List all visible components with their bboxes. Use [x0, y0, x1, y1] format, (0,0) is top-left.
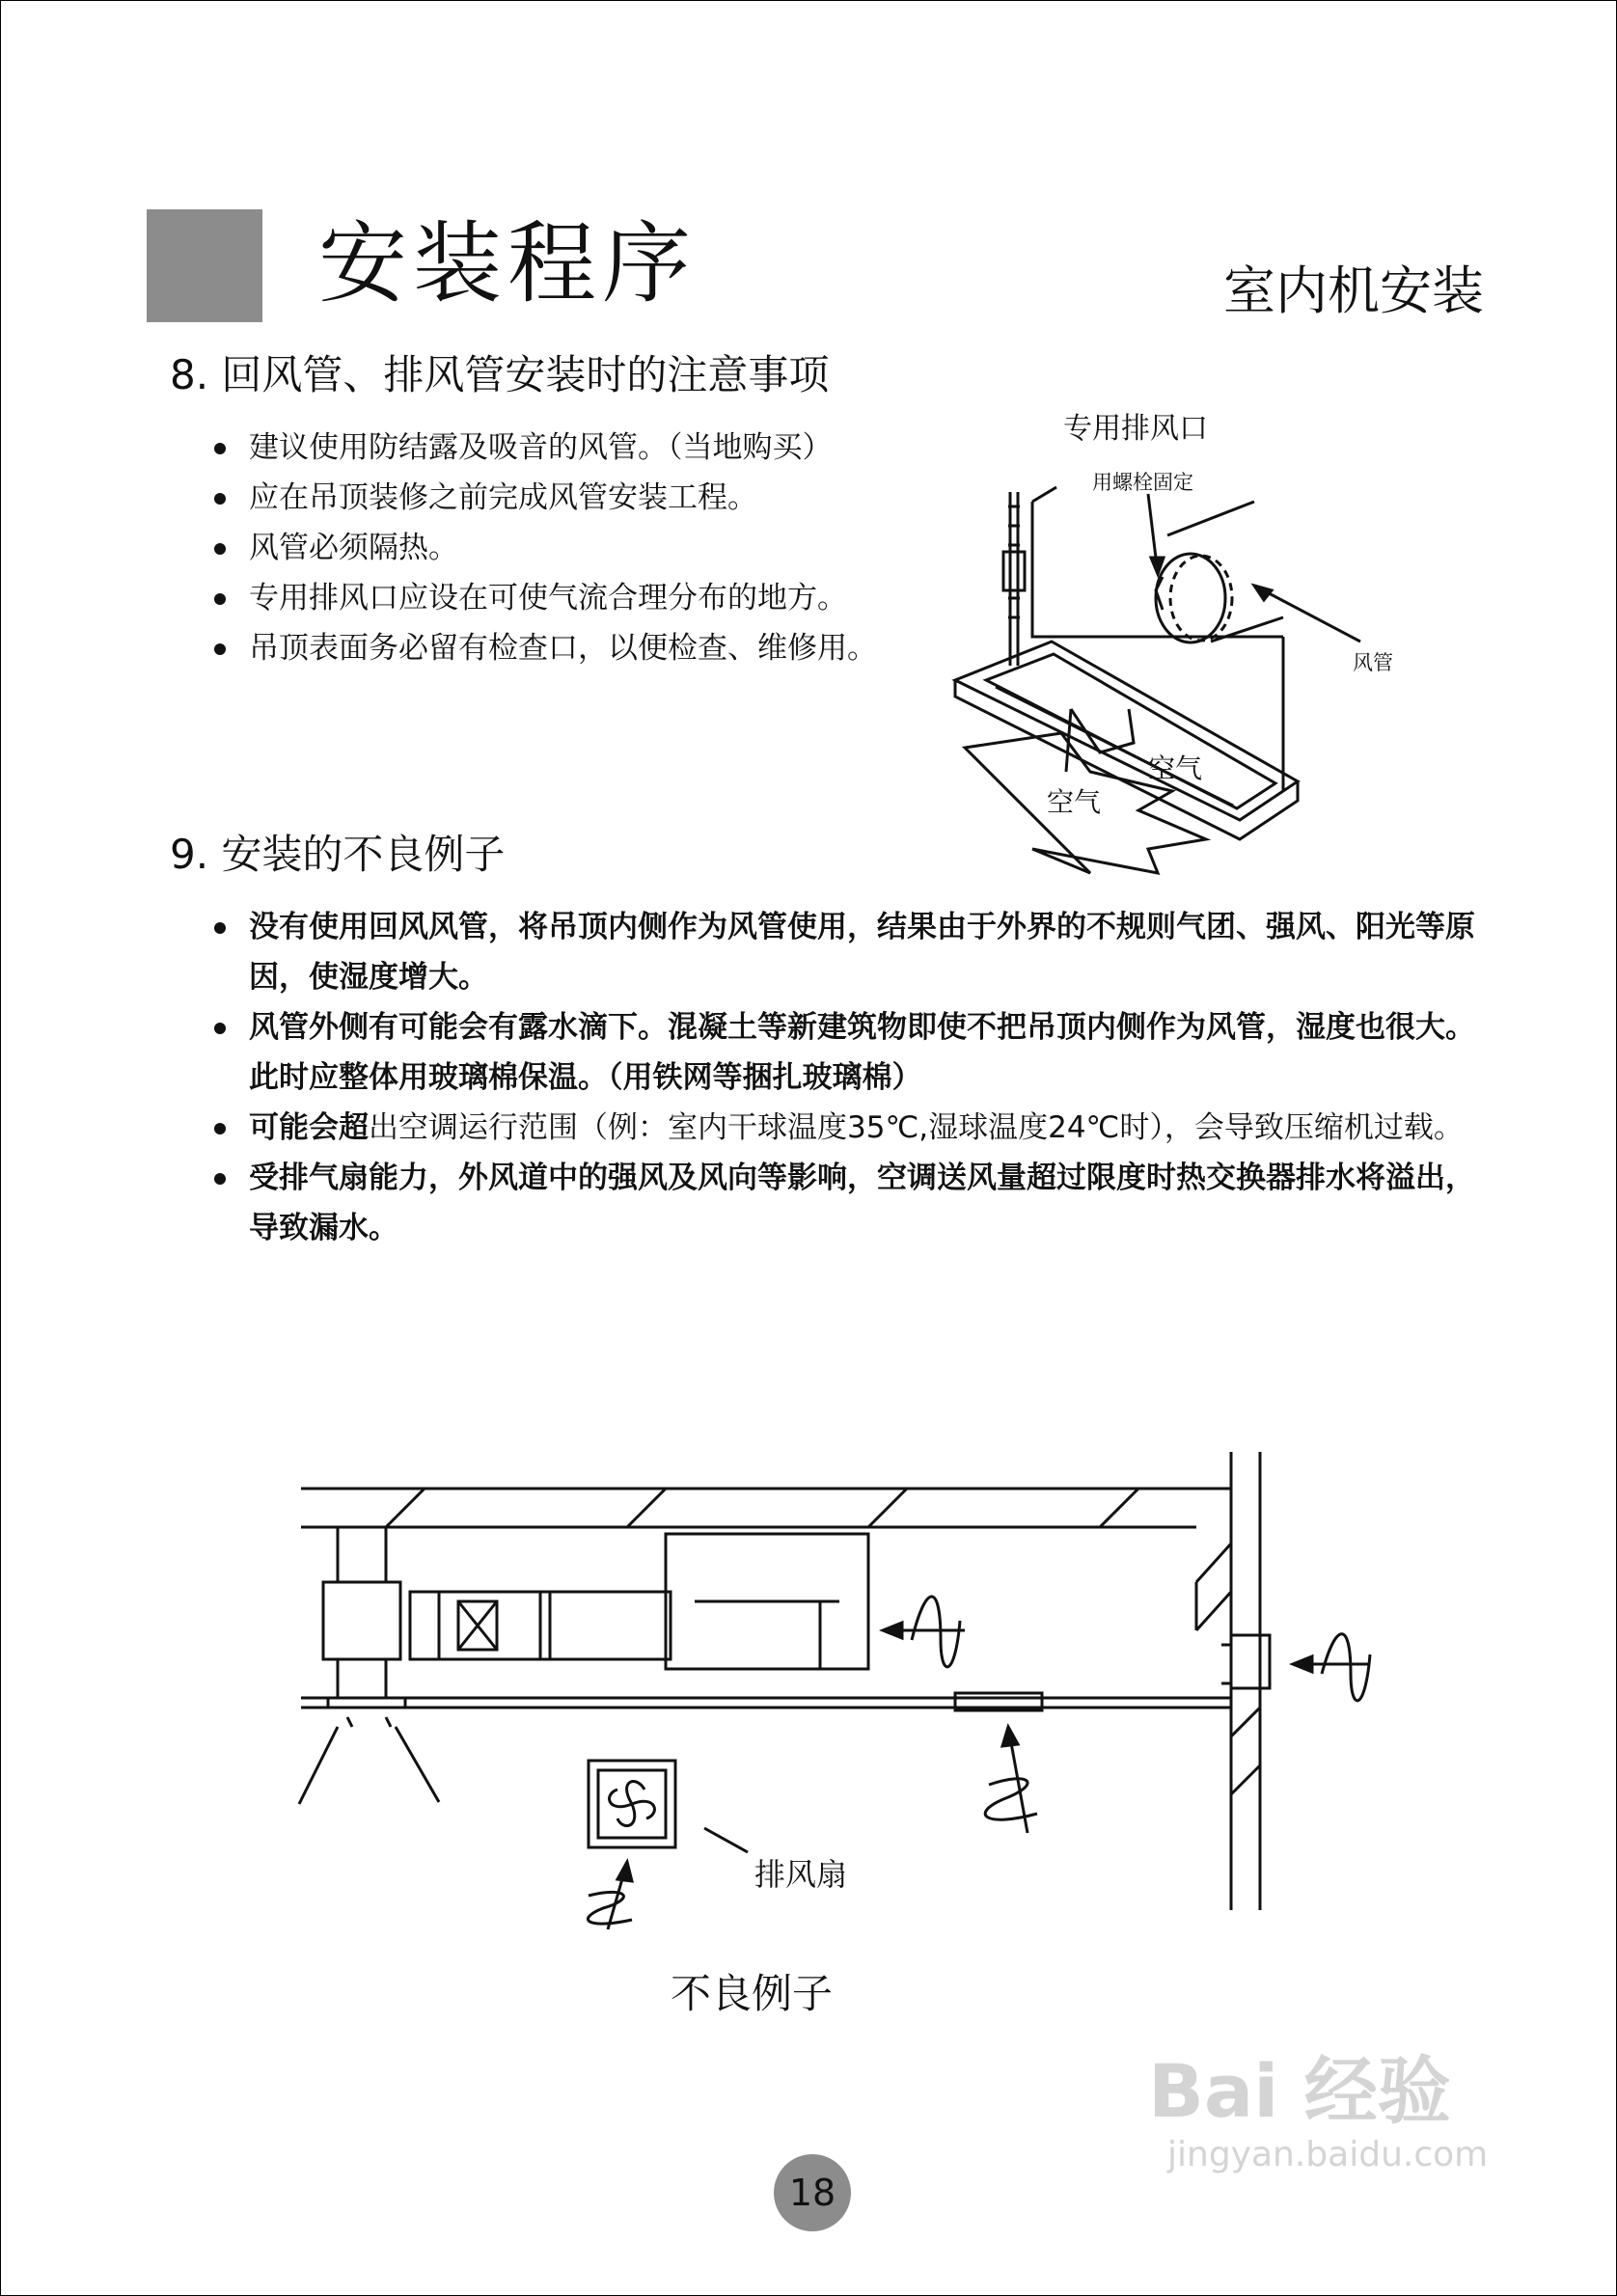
- page-title: 安装程序: [318, 212, 698, 315]
- baidu-watermark: [1148, 2048, 1489, 2174]
- list-item: 受排气扇能力，外风道中的强风及风向等影响，空调送风量超过限度时热交换器排水将溢出，导致漏水。: [210, 1153, 1494, 1253]
- label-air-upper: 空气: [1148, 752, 1203, 784]
- watermark-url: jingyan.baidu.com: [1167, 2135, 1489, 2174]
- list-item: 应在吊顶装修之前完成风管安装工程。: [210, 473, 982, 523]
- watermark-brand: Bai 经验: [1148, 2048, 1451, 2134]
- figure-caption: 不良例子: [671, 1970, 834, 2017]
- section9-list: [210, 902, 1494, 1253]
- page-number: 18: [774, 2154, 851, 2231]
- list-item: 风管外侧有可能会有露水滴下。混凝土等新建筑物即使不把吊顶内侧作为风管，湿度也很大。此时应整体用玻璃棉保温。（用铁网等捆扎玻璃棉）: [210, 1002, 1494, 1103]
- label-exhaust-fan: 排风扇: [754, 1856, 848, 1893]
- label-air-lower: 空气: [1047, 786, 1102, 818]
- list-item: 专用排风口应设在可使气流合理分布的地方。: [210, 573, 982, 623]
- label-exhaust-port: 专用排风口: [1063, 412, 1208, 446]
- list-item: 风管必须隔热。: [210, 523, 982, 573]
- list-item: [210, 1103, 1494, 1153]
- label-duct: 风管: [1353, 651, 1393, 674]
- section9-heading: 9. 安装的不良例子: [170, 831, 506, 878]
- list-item: 吊顶表面务必留有检查口，以便检查、维修用。: [210, 623, 982, 673]
- label-bolt-fix: 用螺栓固定: [1092, 471, 1193, 494]
- list-item: 建议使用防结露及吸音的风管。（当地购买）: [210, 423, 982, 473]
- list-item: 没有使用回风风管，将吊顶内侧作为风管使用，结果由于外界的不规则气团、强风、阳光等原因，使湿度增大。: [210, 902, 1494, 1002]
- section8-heading: 8. 回风管、排风管安装时的注意事项: [170, 351, 830, 398]
- list-item-part-bold: 可能会超: [249, 1110, 369, 1145]
- list-item-part-normal: 出空调运行范围（例：室内干球温度35℃,湿球温度24℃时），会导致压缩机过载。: [369, 1110, 1464, 1145]
- page-subtitle: 室内机安装: [1223, 260, 1484, 321]
